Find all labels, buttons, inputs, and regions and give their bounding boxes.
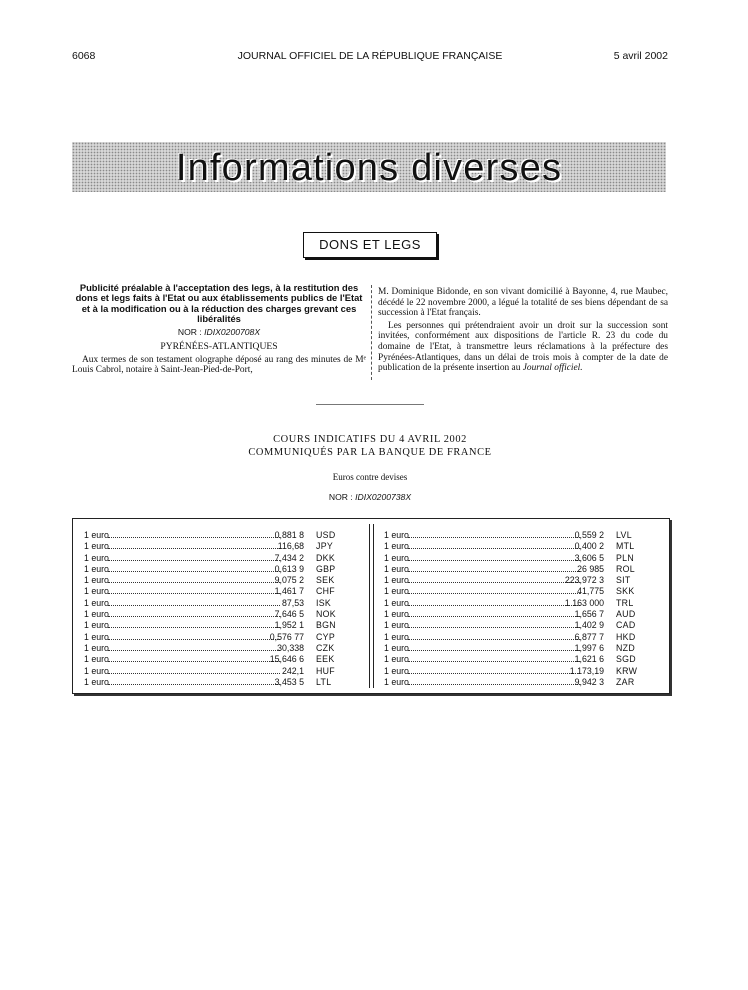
leader-dots bbox=[108, 537, 280, 538]
leader-dots bbox=[408, 560, 580, 561]
currency-code: MTL bbox=[616, 541, 635, 552]
currency-code: ROL bbox=[616, 563, 635, 574]
currency-code: BGN bbox=[316, 620, 336, 631]
rate-unit: 1 euro bbox=[384, 609, 409, 620]
rate-row bbox=[84, 553, 356, 564]
currency-code: CYP bbox=[316, 631, 335, 642]
rate-unit: 1 euro bbox=[84, 586, 109, 597]
currency-code: CAD bbox=[616, 620, 636, 631]
column-divider bbox=[371, 285, 373, 380]
leader-dots bbox=[108, 548, 280, 549]
currency-code: SKK bbox=[616, 586, 635, 597]
rate-row bbox=[84, 620, 356, 631]
rate-value: 7,434 2 bbox=[274, 552, 304, 563]
rate-row bbox=[84, 598, 356, 609]
leader-dots bbox=[408, 571, 580, 572]
rate-unit: 1 euro bbox=[384, 665, 409, 676]
cours-subtitle: Euros contre devises bbox=[332, 472, 408, 482]
currency-code: ZAR bbox=[616, 676, 635, 687]
cours-nor-label: NOR : bbox=[328, 492, 353, 502]
leader-dots bbox=[408, 661, 580, 662]
rate-value: 1,621 6 bbox=[574, 654, 604, 665]
rate-unit: 1 euro bbox=[84, 530, 109, 540]
rate-unit: 1 euro bbox=[84, 575, 109, 586]
page-header bbox=[72, 50, 668, 64]
leader-dots bbox=[408, 593, 580, 594]
rate-unit: 1 euro bbox=[84, 620, 109, 631]
rate-unit: 1 euro bbox=[384, 586, 409, 597]
rate-unit: 1 euro bbox=[84, 642, 109, 653]
rate-row bbox=[84, 643, 356, 654]
leader-dots bbox=[108, 616, 280, 617]
rate-row bbox=[384, 575, 656, 586]
currency-code: SIT bbox=[616, 575, 631, 586]
notice-paragraph-3 bbox=[378, 321, 668, 374]
rate-value: 9,075 2 bbox=[274, 575, 304, 586]
leader-dots bbox=[108, 661, 280, 662]
currency-code: CZK bbox=[316, 642, 335, 653]
rate-row bbox=[84, 632, 356, 643]
rate-row bbox=[384, 654, 656, 665]
rate-row bbox=[384, 564, 656, 575]
notice-right-column bbox=[378, 287, 668, 374]
rate-row bbox=[384, 643, 656, 654]
rate-row bbox=[384, 677, 656, 688]
leader-dots bbox=[108, 560, 280, 561]
rate-unit: 1 euro bbox=[384, 530, 409, 540]
currency-code: KRW bbox=[616, 665, 638, 676]
currency-code: AUD bbox=[616, 609, 636, 620]
rate-row bbox=[84, 586, 356, 597]
rate-row bbox=[384, 541, 656, 552]
leader-dots bbox=[108, 571, 280, 572]
rates-right-column bbox=[384, 530, 656, 688]
rate-unit: 1 euro bbox=[84, 563, 109, 574]
rate-unit: 1 euro bbox=[384, 620, 409, 631]
rate-value: 1 163 000 bbox=[564, 597, 604, 608]
rate-row bbox=[384, 598, 656, 609]
rate-row bbox=[84, 541, 356, 552]
rate-value: 7,646 5 bbox=[274, 609, 304, 620]
rate-row bbox=[384, 586, 656, 597]
notice-left-column bbox=[72, 283, 366, 376]
paragraph-3-text: Les personnes qui prétendraient avoir un droit sur la succession sont invitées, conformément aux dispositions de l'article R. 23 du code du domaine de l'Etat, à transmettre leurs réclamations à la préfecture des Pyrénées-Atlantiques, dans un délai de trois mois à compter de la date de publication de la présente insertion au bbox=[378, 320, 668, 374]
rate-row bbox=[84, 530, 356, 541]
leader-dots bbox=[108, 605, 280, 606]
currency-code: ISK bbox=[316, 597, 332, 608]
leader-dots bbox=[108, 627, 280, 628]
rate-row bbox=[84, 677, 356, 688]
rate-value: 0,559 2 bbox=[574, 530, 604, 540]
rate-value: 87,53 bbox=[281, 597, 304, 608]
leader-dots bbox=[408, 627, 580, 628]
rate-value: 41,775 bbox=[577, 586, 604, 597]
currency-code: LVL bbox=[616, 530, 632, 540]
cours-nor bbox=[150, 492, 590, 502]
currency-code: USD bbox=[316, 530, 336, 540]
notice-paragraph-1: Aux termes de son testament olographe déposé au rang des minutes de Mᵉ Louis Cabrol, notaire à Saint-Jean-Pied-de-Port, bbox=[72, 354, 366, 376]
leader-dots bbox=[108, 684, 280, 685]
rate-value: 3,606 5 bbox=[574, 552, 604, 563]
notice-title: Publicité préalable à l'acceptation des legs, à la restitution des dons et legs faits à l'Etat ou aux établissements publics de l'Etat et à la modification ou à la réduction des charges grevant ces libéralités bbox=[75, 282, 363, 325]
rate-row bbox=[84, 654, 356, 665]
table-column-divider bbox=[369, 524, 374, 688]
rate-row bbox=[384, 609, 656, 620]
cours-title-line-1: COURS INDICATIFS DU 4 AVRIL 2002 bbox=[273, 434, 467, 445]
leader-dots bbox=[408, 537, 580, 538]
currency-code: HUF bbox=[316, 665, 335, 676]
rate-value: 1,402 9 bbox=[574, 620, 604, 631]
rate-value: 223,972 3 bbox=[564, 575, 604, 586]
section-title: DONS ET LEGS bbox=[303, 232, 437, 258]
rate-unit: 1 euro bbox=[84, 631, 109, 642]
rate-row bbox=[384, 553, 656, 564]
leader-dots bbox=[408, 605, 580, 606]
rate-value: 26 985 bbox=[577, 563, 604, 574]
currency-code: NZD bbox=[616, 642, 635, 653]
currency-code: TRL bbox=[616, 597, 634, 608]
rate-row bbox=[384, 620, 656, 631]
leader-dots bbox=[408, 616, 580, 617]
leader-dots bbox=[408, 673, 580, 674]
department-heading: PYRÉNÉES-ATLANTIQUES bbox=[160, 340, 278, 352]
page-number: 6068 bbox=[72, 50, 96, 62]
nor-code: IDIX0200708X bbox=[204, 326, 261, 337]
leader-dots bbox=[408, 582, 580, 583]
rate-row bbox=[384, 530, 656, 541]
currency-code: GBP bbox=[316, 563, 336, 574]
rate-unit: 1 euro bbox=[84, 676, 109, 687]
currency-code: CHF bbox=[316, 586, 335, 597]
nor-label: NOR : bbox=[177, 326, 202, 337]
currency-code: DKK bbox=[316, 552, 335, 563]
rate-value: 1 173,19 bbox=[569, 665, 604, 676]
rate-row bbox=[84, 575, 356, 586]
leader-dots bbox=[108, 639, 280, 640]
rate-row bbox=[84, 564, 356, 575]
rate-unit: 1 euro bbox=[384, 631, 409, 642]
leader-dots bbox=[108, 650, 280, 651]
notice-nor bbox=[72, 327, 366, 338]
currency-code: JPY bbox=[316, 541, 334, 552]
rate-unit: 1 euro bbox=[84, 597, 109, 608]
rate-unit: 1 euro bbox=[84, 541, 109, 552]
rate-unit: 1 euro bbox=[384, 676, 409, 687]
rate-value: 1,461 7 bbox=[274, 586, 304, 597]
rate-value: 0,613 9 bbox=[274, 563, 304, 574]
rate-unit: 1 euro bbox=[84, 609, 109, 620]
rate-value: 1,997 6 bbox=[574, 642, 604, 653]
rate-row bbox=[84, 609, 356, 620]
rate-unit: 1 euro bbox=[384, 563, 409, 574]
rate-value: 1,656 7 bbox=[574, 609, 604, 620]
rate-unit: 1 euro bbox=[84, 552, 109, 563]
notice-paragraph-2: M. Dominique Bidonde, en son vivant domicilié à Bayonne, 4, rue Maubec, décédé le 22 novembre 2000, a légué la totalité de ses biens dépendant de sa succession à l'Etat français. bbox=[378, 287, 668, 319]
currency-code: HKD bbox=[616, 631, 636, 642]
rate-row bbox=[384, 666, 656, 677]
leader-dots bbox=[108, 673, 280, 674]
journal-title: JOURNAL OFFICIEL DE LA RÉPUBLIQUE FRANÇAISE bbox=[237, 50, 503, 62]
rate-value: 15,646 6 bbox=[269, 654, 304, 665]
rate-value: 1,952 1 bbox=[274, 620, 304, 631]
rates-left-column bbox=[84, 530, 356, 688]
rate-unit: 1 euro bbox=[384, 654, 409, 665]
currency-code: PLN bbox=[616, 552, 635, 563]
rate-row bbox=[384, 632, 656, 643]
leader-dots bbox=[408, 684, 580, 685]
rate-value: 6,877 7 bbox=[574, 631, 604, 642]
rate-unit: 1 euro bbox=[384, 552, 409, 563]
rate-value: 3,453 5 bbox=[274, 676, 304, 687]
currency-code: NOK bbox=[316, 609, 336, 620]
leader-dots bbox=[108, 582, 280, 583]
rate-value: 30,338 bbox=[277, 642, 304, 653]
banner-title: Informations diverses bbox=[175, 147, 563, 189]
rate-value: 242,1 bbox=[281, 665, 304, 676]
section-separator bbox=[316, 404, 424, 405]
leader-dots bbox=[408, 639, 580, 640]
cours-nor-code: IDIX0200738X bbox=[355, 492, 412, 502]
rate-value: 9,942 3 bbox=[574, 676, 604, 687]
rate-unit: 1 euro bbox=[384, 541, 409, 552]
currency-code: SGD bbox=[616, 654, 636, 665]
leader-dots bbox=[408, 650, 580, 651]
rate-value: 0,881 8 bbox=[274, 530, 304, 540]
rate-value: 116,68 bbox=[277, 541, 304, 552]
currency-code: EEK bbox=[316, 654, 335, 665]
journal-officiel-reference: Journal officiel. bbox=[522, 363, 583, 374]
currency-code: LTL bbox=[316, 676, 332, 687]
rate-unit: 1 euro bbox=[384, 575, 409, 586]
rate-unit: 1 euro bbox=[84, 665, 109, 676]
rate-value: 0,576 77 bbox=[269, 631, 304, 642]
cours-title-line-2: COMMUNIQUÉS PAR LA BANQUE DE FRANCE bbox=[248, 446, 492, 458]
rate-unit: 1 euro bbox=[384, 642, 409, 653]
issue-date: 5 avril 2002 bbox=[613, 50, 668, 62]
rate-value: 0,400 2 bbox=[574, 541, 604, 552]
leader-dots bbox=[408, 548, 580, 549]
rate-unit: 1 euro bbox=[384, 597, 409, 608]
cours-title bbox=[150, 434, 590, 459]
rate-unit: 1 euro bbox=[84, 654, 109, 665]
rate-row bbox=[84, 666, 356, 677]
leader-dots bbox=[108, 593, 280, 594]
currency-code: SEK bbox=[316, 575, 335, 586]
